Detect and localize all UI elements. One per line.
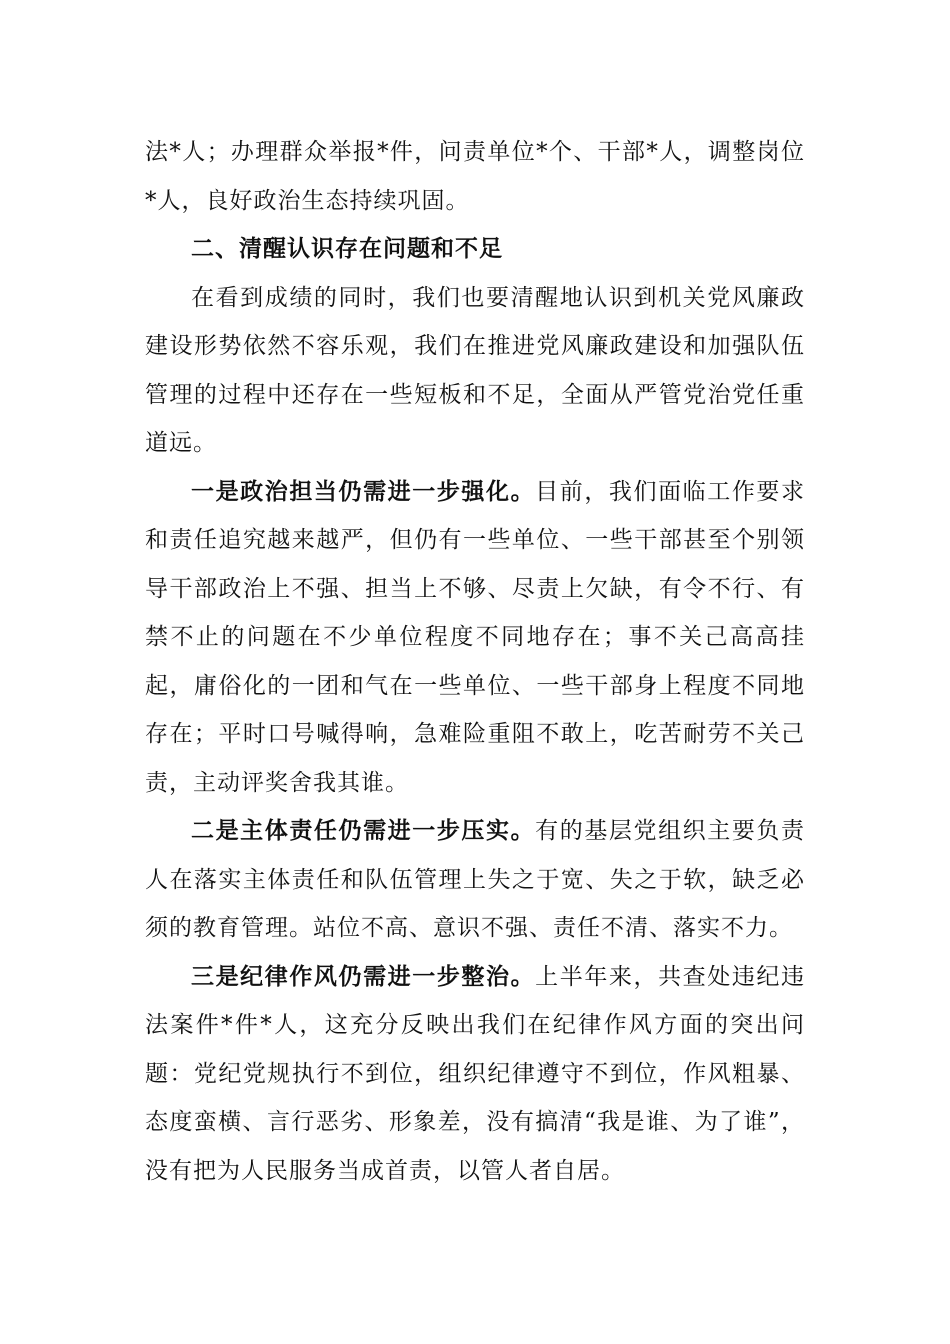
paragraph-body: 目前，我们面临工作要求和责任追究越来越严，但仍有一些单位、一些干部甚至个别领导干部政治上不强、担当上不够、尽责上欠缺，有令不行、有禁不止的问题在不少单位程度不同地存在；事不关己高高挂起，庸俗化的一团和气在一些单位、一些干部身上程度不同地存在；平时口号喊得响，急难险重阻不敢上，吃苦耐劳不关己责，主动评奖舍我其谁。 [145, 478, 806, 796]
paragraph-intro: 在看到成绩的同时，我们也要清醒地认识到机关党风廉政建设形势依然不容乐观，我们在推进党风廉政建设和加强队伍管理的过程中还存在一些短板和不足，全面从严管党治党任重道远。 [145, 284, 805, 456]
document-body [145, 128, 805, 1195]
paragraph-political-responsibility [145, 468, 805, 808]
section-heading: 二、清醒认识存在问题和不足 [191, 236, 503, 262]
paragraph-main-responsibility [145, 807, 805, 953]
paragraph-continuation: 法*人；办理群众举报*件，问责单位*个、干部*人，调整岗位*人，良好政治生态持续巩固。 [145, 139, 805, 214]
paragraph-body: 有的基层党组织主要负责人在落实主体责任和队伍管理上失之于宽、失之于软，缺乏必须的教育管理。站位不高、意识不强、责任不清、落实不力。 [145, 818, 806, 941]
paragraph-body: 上半年来，共查处违纪违法案件*件*人，这充分反映出我们在纪律作风方面的突出问题：党纪党规执行不到位，组织纪律遵守不到位，作风粗暴、态度蛮横、言行恶劣、形象差，没有搞清“我是谁、为了谁”，没有把为人民服务当成首责，以管人者自居。 [145, 963, 806, 1184]
paragraph-discipline-style [145, 953, 805, 1196]
paragraph-lead: 三是纪律作风仍需进一步整治。 [191, 962, 536, 990]
paragraph-lead: 二是主体责任仍需进一步压实。 [191, 817, 536, 844]
paragraph-lead: 一是政治担当仍需进一步强化。 [191, 477, 536, 505]
